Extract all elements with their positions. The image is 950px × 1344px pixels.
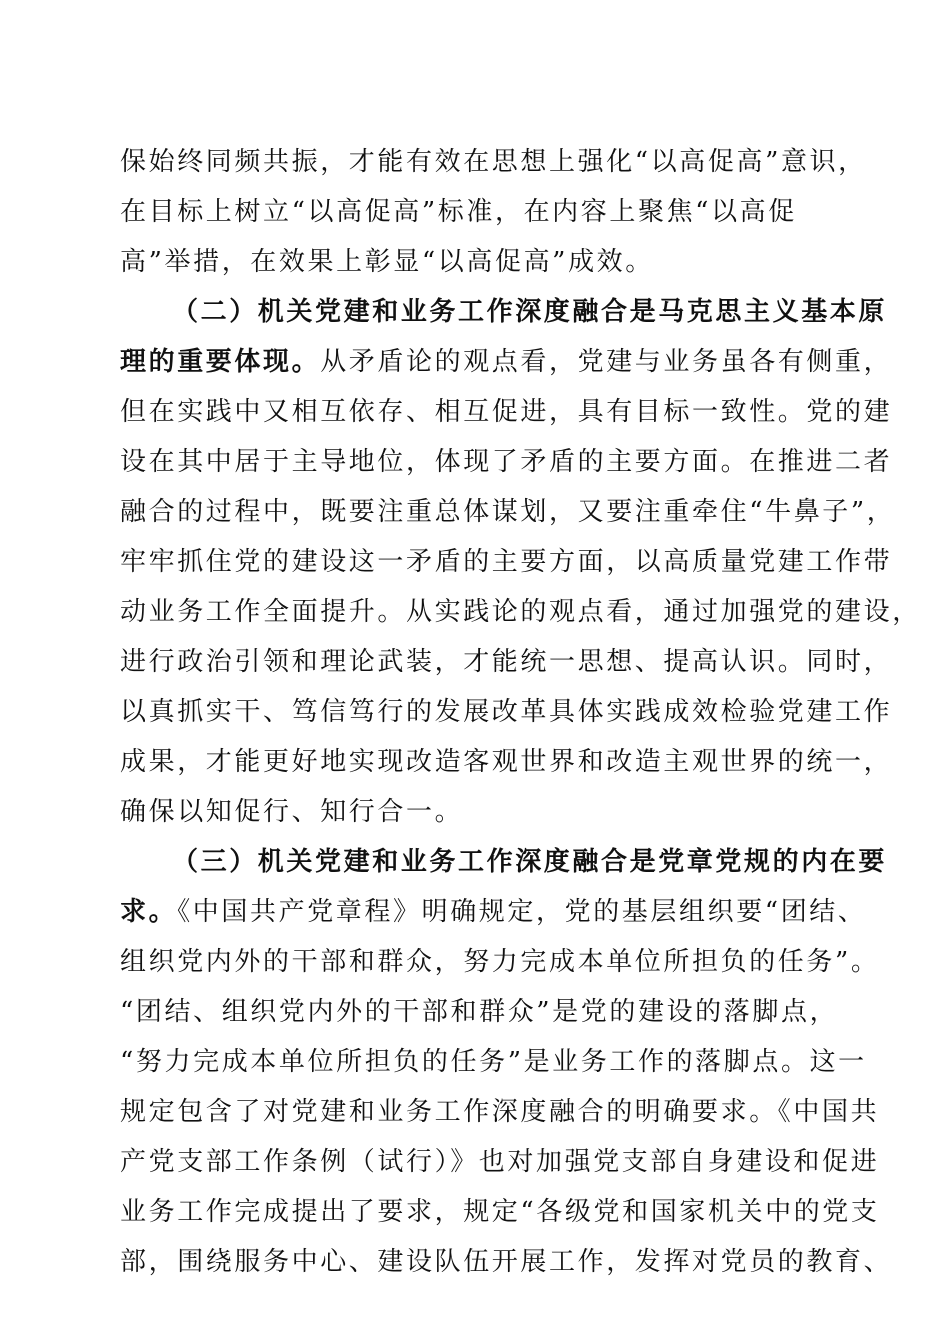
text-line: 高”举措，在效果上彰显“以高促高”成效。	[120, 247, 654, 277]
text-line: 组织党内外的干部和群众，努力完成本单位所担负的任务”。	[120, 947, 880, 977]
paragraph-continuation	[120, 137, 867, 287]
text-line: 牢牢抓住党的建设这一矛盾的主要方面，以高质量党建工作带	[120, 547, 893, 577]
text-line: 规定包含了对党建和业务工作深度融合的明确要求。《中国共	[120, 1097, 880, 1127]
text-line: 融合的过程中，既要注重总体谋划，又要注重牵住“牛鼻子”，	[120, 497, 896, 527]
text-line: “团结、组织党内外的干部和群众”是党的建设的落脚点，	[120, 997, 839, 1027]
text-line: 业务工作完成提出了要求，规定“各级党和国家机关中的党支	[120, 1197, 880, 1227]
text-line	[120, 337, 893, 387]
text-line: 动业务工作全面提升。从实践论的观点看，通过加强党的建设，	[120, 597, 921, 627]
text-segment: 从矛盾论的观点看，党建与业务虽各有侧重，	[320, 347, 893, 377]
text-line: 在目标上树立“以高促高”标准，在内容上聚焦“以高促	[120, 197, 797, 227]
text-line: 设在其中居于主导地位，体现了矛盾的主要方面。在推进二者	[120, 447, 893, 477]
text-line: 但在实践中又相互依存、相互促进，具有目标一致性。党的建	[120, 397, 893, 427]
text-segment: 《中国共产党章程》明确规定，党的基层组织要“团结、	[177, 897, 867, 927]
paragraph-section-three	[120, 837, 893, 1287]
text-line: 确保以知促行、知行合一。	[120, 797, 464, 827]
text-line	[120, 887, 867, 937]
text-line: 进行政治引领和理论武装，才能统一思想、提高认识。同时，	[120, 647, 893, 677]
text-line: 成果，才能更好地实现改造客观世界和改造主观世界的统一，	[120, 747, 893, 777]
text-line: “努力完成本单位所担负的任务”是业务工作的落脚点。这一	[120, 1047, 867, 1077]
text-line: 保始终同频共振，才能有效在思想上强化“以高促高”意识，	[120, 147, 867, 177]
paragraph-section-two	[120, 287, 921, 837]
section-heading: （三）机关党建和业务工作深度融合是党章党规的内在要	[172, 847, 888, 877]
section-heading-end: 理的重要体现。	[120, 347, 321, 377]
section-heading-end: 求。	[120, 897, 178, 927]
text-line: 产党支部工作条例（试行）》也对加强党支部自身建设和促进	[120, 1147, 880, 1177]
text-line: 部，围绕服务中心、建设队伍开展工作，发挥对党员的教育、	[120, 1247, 893, 1277]
text-line: 以真抓实干、笃信笃行的发展改革具体实践成效检验党建工作	[120, 697, 893, 727]
section-heading: （二）机关党建和业务工作深度融合是马克思主义基本原	[172, 297, 888, 327]
